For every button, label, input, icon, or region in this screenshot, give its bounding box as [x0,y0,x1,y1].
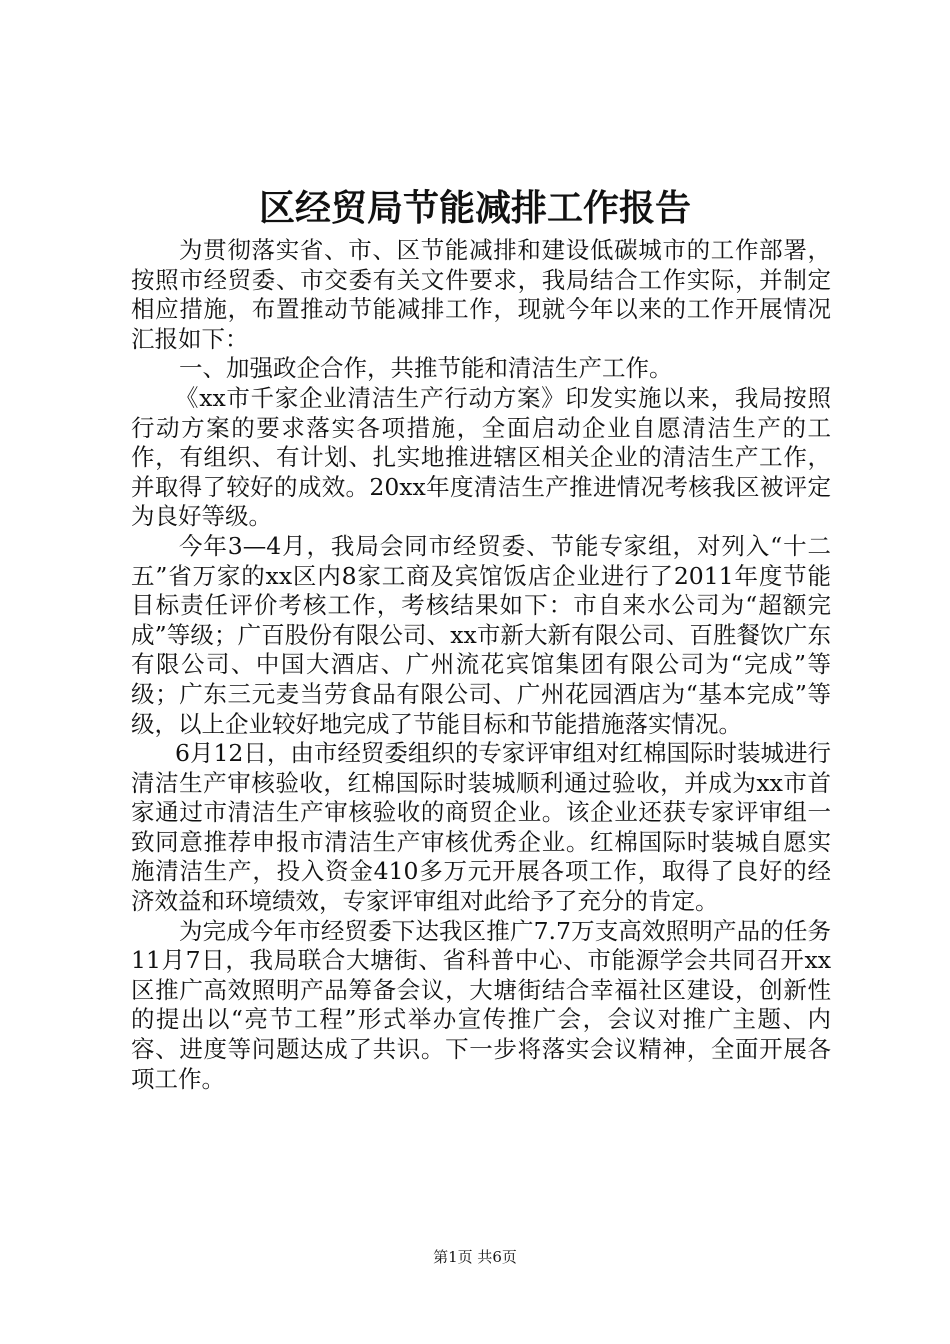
page-footer: 第1页 共6页 [433,1248,517,1266]
document-title: 区经贸局节能减排工作报告 [258,187,691,229]
paragraph-hongmian: 6月12日，由市经贸委组织的专家评审组对红棉国际时装城进行清洁生产审核验收，红棉国际时装城顺利通过验收，并成为xx市首家通过市清洁生产审核验收的商贸企业。该企业还获专家评审组一致同意推荐申报市清洁生产审核优秀企业。红棉国际时装城自愿实施清洁生产，投入资金410多万元开展各项工作，取得了良好的经济效益和环境绩效，专家评审组对此给予了充分的肯定。 [131,739,831,916]
paragraph-lighting: 为完成今年市经贸委下达我区推广7.7万支高效照明产品的任务11月7日，我局联合大塘街、省科普中心、市能源学会共同召开xx区推广高效照明产品筹备会议，大塘街结合幸福社区建设，创新性的提出以“亮节工程”形式举办宣传推广会，会议对推广主题、内容、进度等问题达成了共识。下一步将落实会议精神，全面开展各项工作。 [131,916,831,1093]
section-heading-1: 一、加强政企合作，共推节能和清洁生产工作。 [179,354,673,383]
document-body [131,236,831,1094]
paragraph-assessment: 今年3—4月，我局会同市经贸委、节能专家组，对列入“十二五”省万家的xx区内8家工商及宾馆饭店企业进行了2011年度节能目标责任评价考核工作，考核结果如下：市自来水公司为“超额完成”等级；广百股份有限公司、xx市新大新有限公司、百胜餐饮广东有限公司、中国大酒店、广州流花宾馆集团有限公司为“完成”等级；广东三元麦当劳食品有限公司、广州花园酒店为“基本完成”等级，以上企业较好地完成了节能目标和节能措施落实情况。 [131,531,831,738]
paragraph-clean-production: 《xx市千家企业清洁生产行动方案》印发实施以来，我局按照行动方案的要求落实各项措施，全面启动企业自愿清洁生产的工作，有组织、有计划、扎实地推进辖区相关企业的清洁生产工作，并取得了较好的成效。20xx年度清洁生产推进情况考核我区被评定为良好等级。 [131,383,831,531]
paragraph-intro: 为贯彻落实省、市、区节能减排和建设低碳城市的工作部署，按照市经贸委、市交委有关文件要求，我局结合工作实际，并制定相应措施，布置推动节能减排工作，现就今年以来的工作开展情况汇报如下： [131,236,831,353]
